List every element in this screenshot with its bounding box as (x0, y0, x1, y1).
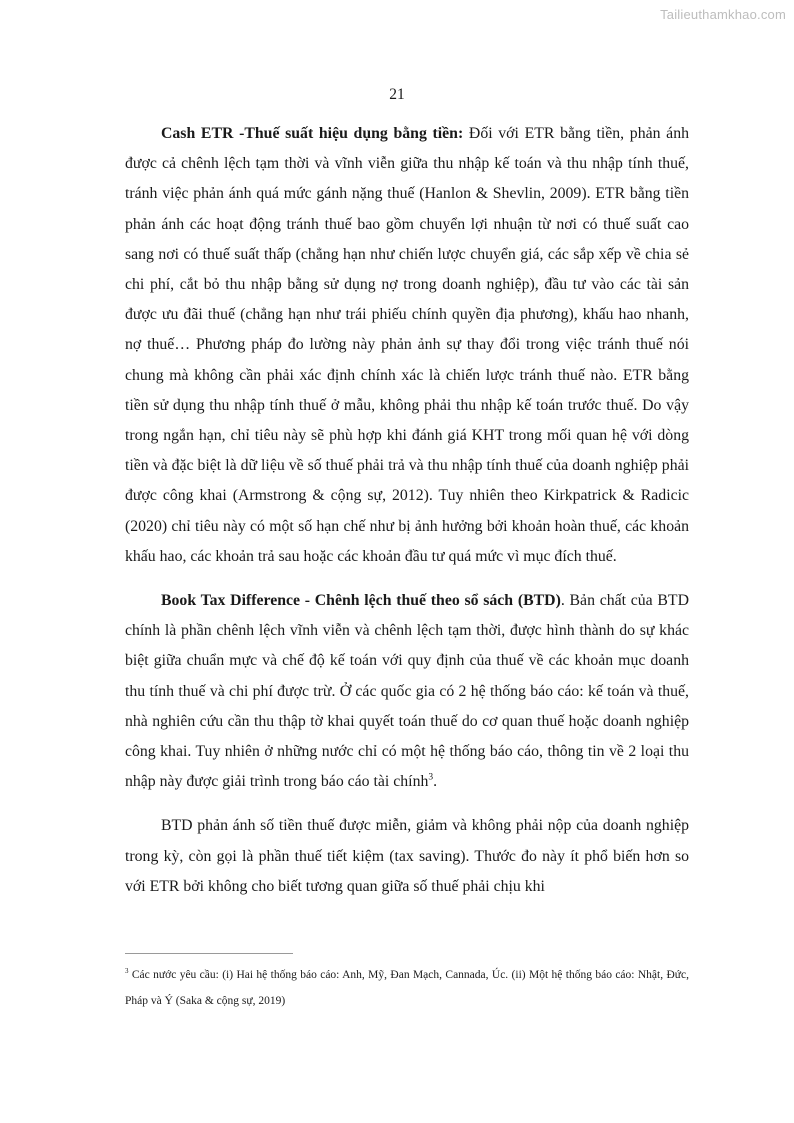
paragraph-text: BTD phản ánh số tiền thuế được miễn, giảm và không phải nộp của doanh nghiệp trong kỳ, còn gọi là phần thuế tiết kiệm (tax saving). Thước đo này ít phổ biến hơn so với ETR bởi không cho biết tương quan giữa số thuế phải chịu khi (125, 817, 689, 895)
paragraph-text: Đối với ETR bằng tiền, phản ánh được cả chênh lệch tạm thời và vĩnh viễn giữa thu nhập kế toán và thu nhập tính thuế, tránh việc phản ánh quá mức gánh nặng thuế (Hanlon & Shevlin, 2009). ETR bằng tiền phản ánh các hoạt động tránh thuế bao gồm chuyển lợi nhuận từ nơi có thuế suất cao sang nơi có thuế suất thấp (chẳng hạn như chiến lược chuyển giá, các sắp xếp về chia sẻ chi phí, cắt bỏ thu nhập bằng sử dụng nợ trong doanh nghiệp), đầu tư vào các tài sản được ưu đãi thuế (chẳng hạn như trái phiếu chính quyền địa phương), khấu hao nhanh, nợ thuế… Phương pháp đo lường này phản ảnh sự thay đổi trong việc tránh thuế nói chung mà không cần phải xác định chính xác là chiến lược tránh thuế nào. ETR bằng tiền sử dụng thu nhập tính thuế ở mẫu, không phải thu nhập kế toán trước thuế. Do vậy trong ngắn hạn, chỉ tiêu này sẽ phù hợp khi đánh giá KHT trong mối quan hệ với dòng tiền và đặc biệt là dữ liệu về số thuế phải trả và thu nhập tính thuế của doanh nghiệp phải được công khai (Armstrong & cộng sự, 2012). Tuy nhiên theo Kirkpatrick & Radicic (2020) chỉ tiêu này có một số hạn chế như bị ảnh hưởng bởi khoản hoàn thuế, các khoản khấu hao, các khoản trả sau hoặc các khoản đầu tư quá mức vì mục đích thuế. (125, 125, 689, 565)
paragraph-heading: Cash ETR -Thuế suất hiệu dụng bằng tiền: (161, 125, 464, 142)
footnote-marker: 3 (125, 967, 129, 976)
paragraph-cash-etr (125, 119, 689, 572)
paragraph-btd-tax-saving (125, 811, 689, 902)
footnote (125, 962, 689, 1014)
paragraph-text: . Bản chất của BTD chính là phần chênh lệch vĩnh viễn và chênh lệch tạm thời, được hình thành do sự khác biệt giữa chuẩn mực và chế độ kế toán với quy định của thuế về các khoản mục doanh thu tính thuế và chi phí được trừ. Ở các quốc gia có 2 hệ thống báo cáo: kế toán và thuế, nhà nghiên cứu cần thu thập tờ khai quyết toán thuế do cơ quan thuế hoặc doanh nghiệp công khai. Tuy nhiên ở những nước chỉ có một hệ thống báo cáo, thông tin về 2 loại thu nhập này được giải trình trong báo cáo tài chính (125, 592, 689, 791)
paragraph-tail: . (433, 773, 438, 791)
paragraph-heading: Book Tax Difference - Chênh lệch thuế theo sổ sách (BTD) (161, 592, 561, 610)
footnote-divider (125, 953, 293, 954)
document-body (125, 119, 689, 916)
footnote-reference[interactable]: 3 (428, 773, 434, 783)
footnote-text: Các nước yêu cầu: (i) Hai hệ thống báo cáo: Anh, Mỹ, Đan Mạch, Cannada, Úc. (ii) Một hệ thống báo cáo: Nhật, Đức, Pháp và Ý (Saka & cộng sự, 2019) (125, 969, 689, 1007)
paragraph-btd (125, 586, 689, 797)
page-number: 21 (389, 86, 405, 103)
watermark-text: Tailieuthamkhao.com (660, 7, 786, 22)
